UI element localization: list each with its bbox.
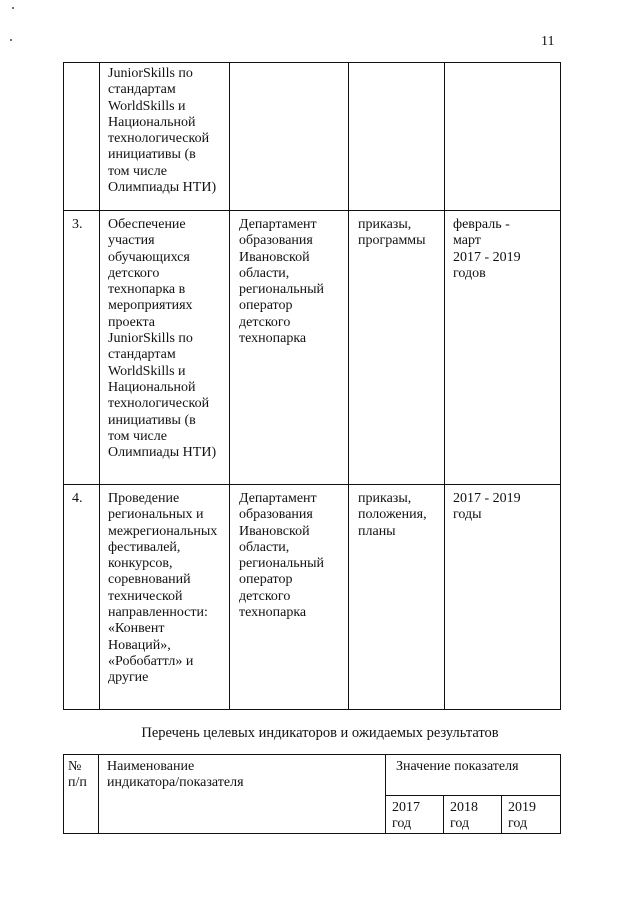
indicators-table [63, 754, 561, 834]
dates-cell [445, 63, 561, 211]
scan-speck [10, 39, 12, 41]
row-number-cell [64, 63, 100, 211]
table-row [64, 485, 561, 710]
year-2019-header: 2019 год [502, 796, 561, 834]
documents-cell [349, 63, 445, 211]
value-header: Значение показателя [386, 755, 561, 796]
table-row [64, 63, 561, 211]
row-number-cell: 4. [64, 485, 100, 710]
activity-cell: Проведение региональных и межрегиональных фестивалей, конкурсов, соревнований технической направленности: «Конвент Новаций», «Робобаттл» и другие [100, 485, 230, 710]
responsible-cell [230, 63, 349, 211]
row-number-cell: 3. [64, 211, 100, 485]
header-row [64, 755, 561, 796]
dates-cell: 2017 - 2019 годы [445, 485, 561, 710]
responsible-cell: Департамент образования Ивановской области, региональный оператор детского технопарка [230, 211, 349, 485]
activity-cell: Обеспечение участия обучающихся детского технопарка в мероприятиях проекта JuniorSkills по стандартам WorldSkills и Национальной технологической инициативы (в том числе Олимпиады НТИ) [100, 211, 230, 485]
section-title: Перечень целевых индикаторов и ожидаемых результатов [141, 725, 499, 741]
scan-speck [12, 7, 14, 9]
year-2018-header: 2018 год [444, 796, 502, 834]
documents-cell: приказы, программы [349, 211, 445, 485]
plan-table [63, 62, 561, 710]
page-number: 11 [541, 34, 555, 49]
number-header: № п/п [64, 755, 99, 834]
documents-cell: приказы, положения, планы [349, 485, 445, 710]
table-row [64, 211, 561, 485]
activity-cell: JuniorSkills по стандартам WorldSkills и Национальной технологической инициативы (в том числе Олимпиады НТИ) [100, 63, 230, 211]
responsible-cell: Департамент образования Ивановской области, региональный оператор детского технопарка [230, 485, 349, 710]
dates-cell: февраль - март 2017 - 2019 годов [445, 211, 561, 485]
year-2017-header: 2017 год [386, 796, 444, 834]
indicator-name-header: Наименование индикатора/показателя [99, 755, 386, 834]
